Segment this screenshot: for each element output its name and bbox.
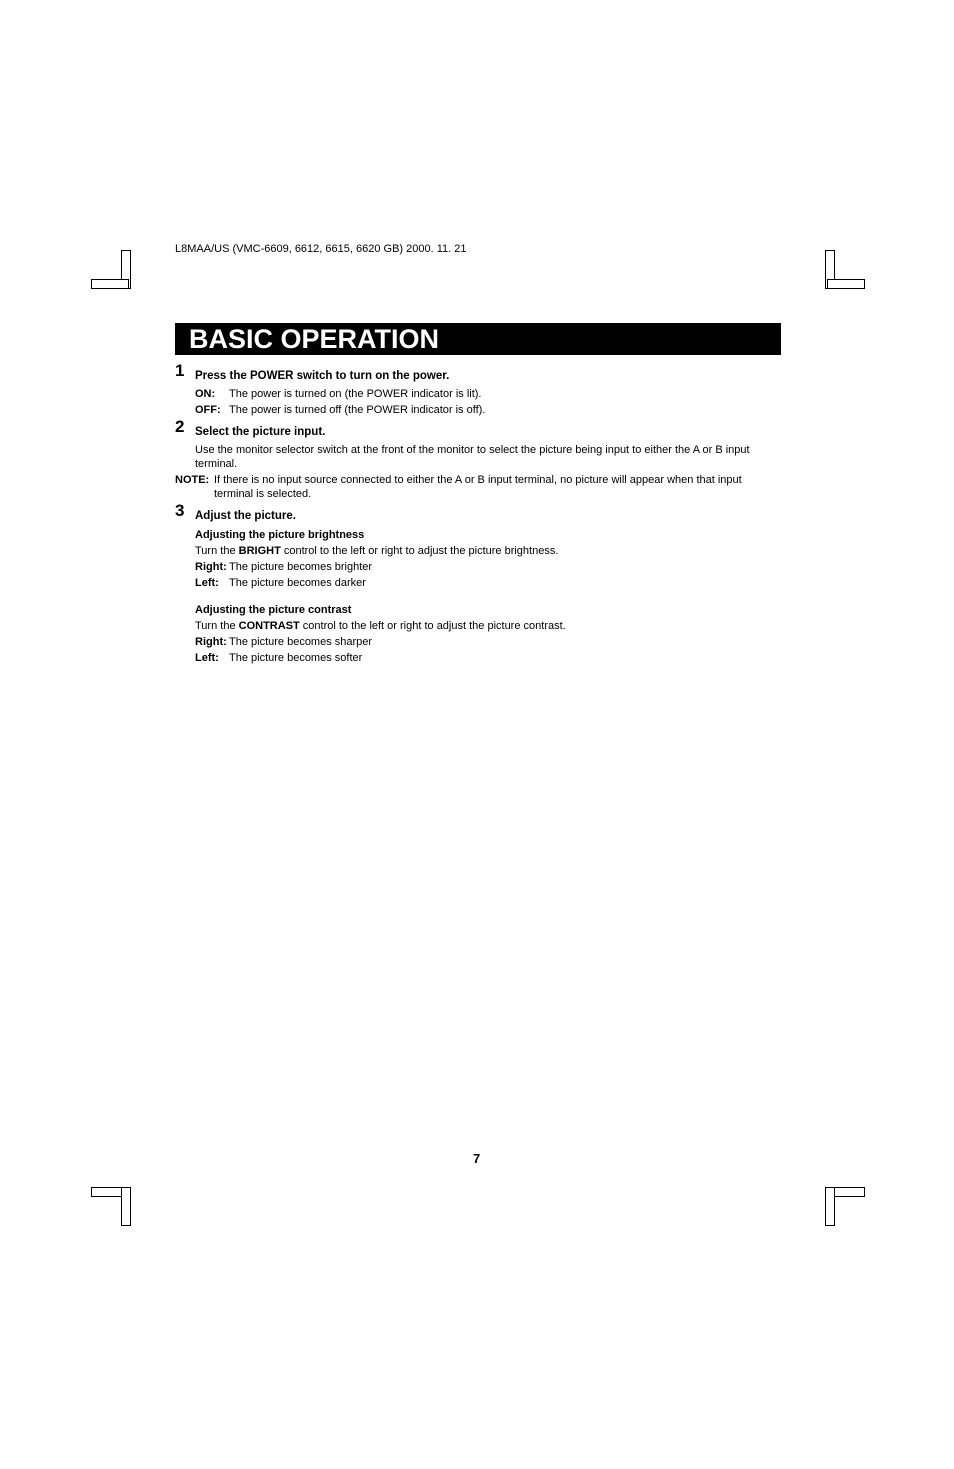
step-title: Press the POWER switch to turn on the power. — [195, 370, 450, 382]
step-title: Select the picture input. — [195, 426, 326, 438]
contrast-control-name: CONTRAST — [238, 620, 300, 632]
step-3 — [175, 501, 781, 665]
contrast-right-row — [195, 635, 781, 649]
on-text: The power is turned on (the POWER indicator is lit). — [229, 388, 482, 400]
brightness-heading: Adjusting the picture brightness — [195, 529, 365, 541]
step-number: 1 — [175, 361, 185, 380]
right-text: The picture becomes brighter — [229, 561, 373, 573]
crop-mark-top-left-horizontal — [91, 279, 129, 289]
note-label: NOTE: — [175, 474, 210, 486]
on-row — [195, 387, 781, 401]
on-label: ON: — [195, 388, 216, 400]
bright-control-name: BRIGHT — [238, 545, 281, 557]
page-title: BASIC OPERATION — [175, 323, 781, 355]
crop-mark-bottom-right-vertical — [825, 1187, 835, 1226]
step-number: 3 — [175, 501, 185, 520]
off-text: The power is turned off (the POWER indicator is off). — [229, 404, 486, 416]
brightness-left-row — [195, 576, 781, 590]
off-label: OFF: — [195, 404, 221, 416]
brightness-right-row — [195, 560, 781, 574]
step-title: Adjust the picture. — [195, 510, 296, 522]
note — [175, 473, 781, 501]
note-text: If there is no input source connected to either the A or B input terminal, no picture will appear when that input terminal is selected. — [214, 474, 742, 500]
contrast-instruction: Turn the CONTRAST control to the left or right to adjust the picture contrast. — [195, 620, 566, 632]
left-text: The picture becomes darker — [229, 577, 366, 589]
step-2 — [175, 417, 781, 471]
off-row — [195, 403, 781, 417]
brightness-instruction: Turn the BRIGHT control to the left or right to adjust the picture brightness. — [195, 545, 559, 557]
right-label: Right: — [195, 636, 227, 648]
step-1 — [175, 361, 781, 417]
left-text: The picture becomes softer — [229, 652, 363, 664]
step-text: Use the monitor selector switch at the front of the monitor to select the picture being input to either the A or B input terminal. — [195, 444, 750, 470]
right-label: Right: — [195, 561, 227, 573]
contrast-left-row — [195, 651, 781, 665]
content — [175, 361, 781, 665]
crop-mark-bottom-left-vertical — [121, 1187, 131, 1226]
crop-mark-top-right-horizontal — [827, 279, 865, 289]
left-label: Left: — [195, 577, 219, 589]
contrast-heading: Adjusting the picture contrast — [195, 604, 352, 616]
page-number: 7 — [473, 1151, 481, 1166]
step-number: 2 — [175, 417, 185, 436]
left-label: Left: — [195, 652, 219, 664]
right-text: The picture becomes sharper — [229, 636, 373, 648]
document-code: L8MAA/US (VMC-6609, 6612, 6615, 6620 GB) 2000. 11. 21 — [175, 243, 467, 255]
